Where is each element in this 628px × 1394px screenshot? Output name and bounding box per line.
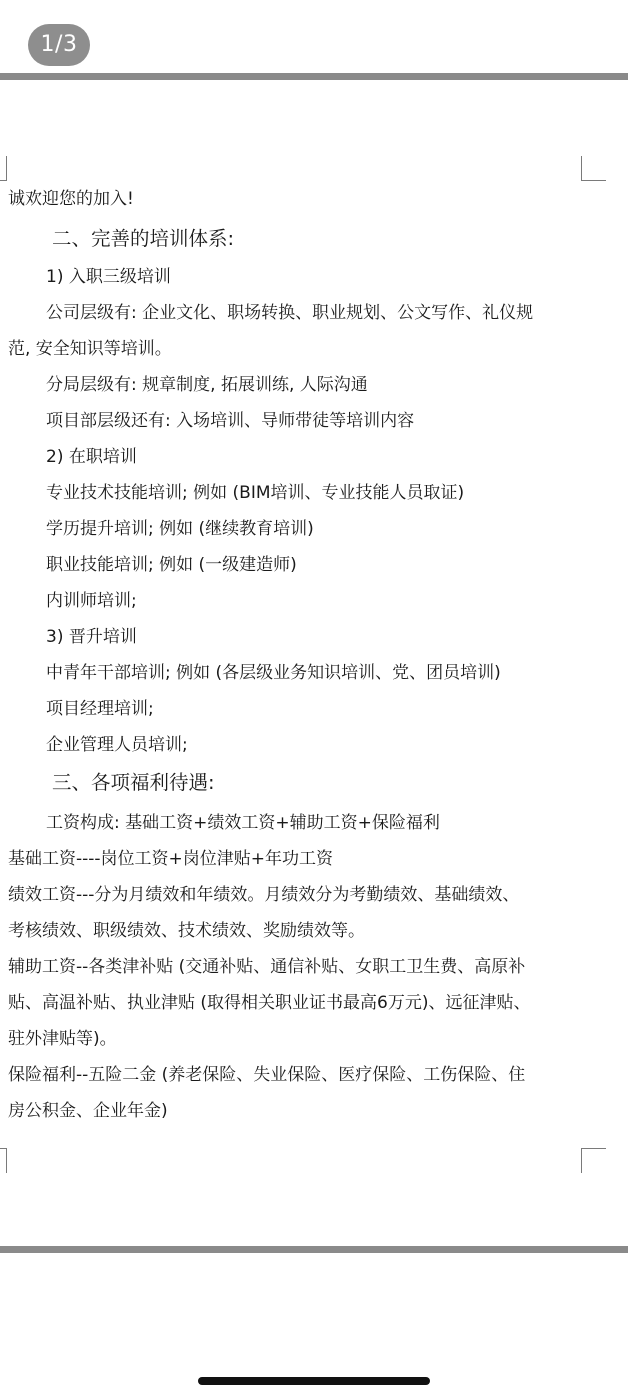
- document-line: 项目部层级还有: 入场培训、导师带徒等培训内容: [46, 411, 415, 431]
- document-line: 专业技术技能培训; 例如 (BIM培训、专业技能人员取证): [46, 483, 465, 503]
- page-bottom-divider: [0, 1246, 628, 1253]
- document-line: 内训师培训;: [46, 591, 137, 611]
- document-line: 驻外津贴等)。: [8, 1029, 117, 1049]
- margin-corner-top-right: [581, 156, 606, 181]
- document-line: 房公积金、企业年金): [8, 1101, 168, 1121]
- document-line: 项目经理培训;: [46, 699, 154, 719]
- document-line: 绩效工资---分为月绩效和年绩效。月绩效分为考勤绩效、基础绩效、: [8, 885, 520, 905]
- document-line: 公司层级有: 企业文化、职场转换、职业规划、公文写作、礼仪规: [46, 303, 534, 323]
- document-line: 贴、高温补贴、执业津贴 (取得相关职业证书最高6万元)、远征津贴、: [8, 993, 531, 1013]
- document-line: 企业管理人员培训;: [46, 735, 188, 755]
- margin-corner-bottom-left: [0, 1148, 7, 1173]
- margin-corner-top-left: [0, 156, 7, 181]
- document-line: 职业技能培训; 例如 (一级建造师): [46, 555, 297, 575]
- document-line: 2) 在职培训: [46, 447, 137, 467]
- document-line: 分局层级有: 规章制度, 拓展训练, 人际沟通: [46, 375, 368, 395]
- document-line: 范, 安全知识等培训。: [8, 339, 172, 359]
- document-line: 3) 晋升培训: [46, 627, 137, 647]
- page-indicator-badge: 1/3: [28, 24, 90, 66]
- document-line: 学历提升培训; 例如 (继续教育培训): [46, 519, 314, 539]
- document-line: 诚欢迎您的加入!: [8, 189, 134, 209]
- section-heading: 三、各项福利待遇:: [52, 771, 215, 794]
- document-line: 1) 入职三级培训: [46, 267, 171, 287]
- margin-corner-bottom-right: [581, 1148, 606, 1173]
- document-line: 考核绩效、职级绩效、技术绩效、奖励绩效等。: [8, 921, 365, 941]
- page-top-divider: [0, 73, 628, 80]
- document-line: 基础工资----岗位工资+岗位津贴+年功工资: [8, 849, 334, 869]
- document-line: 中青年干部培训; 例如 (各层级业务知识培训、党、团员培训): [46, 663, 501, 683]
- document-line: 工资构成: 基础工资+绩效工资+辅助工资+保险福利: [46, 813, 440, 833]
- document-line: 保险福利--五险二金 (养老保险、失业保险、医疗保险、工伤保险、住: [8, 1065, 526, 1085]
- document-line: 辅助工资--各类津补贴 (交通补贴、通信补贴、女职工卫生费、高原补: [8, 957, 526, 977]
- section-heading: 二、完善的培训体系:: [52, 227, 235, 250]
- home-indicator-bar[interactable]: [198, 1377, 430, 1385]
